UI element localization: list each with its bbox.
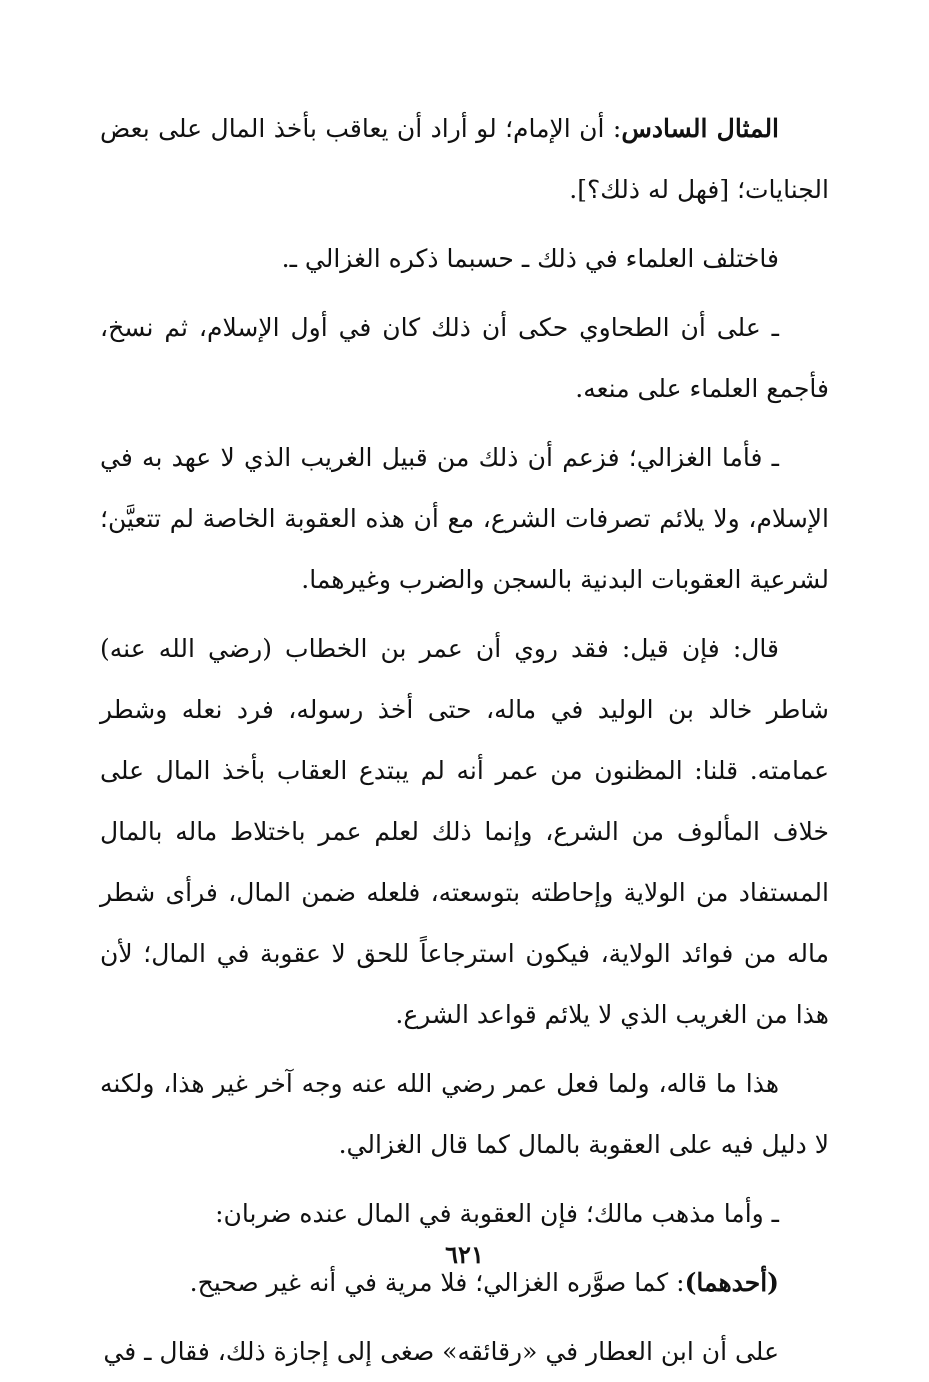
paragraph-3 bbox=[100, 297, 829, 419]
paragraph-8-text: : كما صوَّره الغزالي؛ فلا مرية في أنه غير صحيح. bbox=[189, 1268, 685, 1297]
paragraph-4-text: ـ فأما الغزالي؛ فزعم أن ذلك من قبيل الغريب الذي لا عهد به في الإسلام، ولا يلائم تصرفات الشرع، مع أن هذه العقوبة الخاصة لم تتعيَّن؛ لشرعية العقوبات البدنية بالسجن والضرب وغيرهما. bbox=[100, 443, 829, 594]
paragraph-5 bbox=[100, 618, 829, 1045]
paragraph-2-text: فاختلف العلماء في ذلك ـ حسبما ذكره الغزالي ـ. bbox=[281, 244, 779, 273]
page-number: ٦٢١ bbox=[445, 1240, 484, 1269]
paragraph-7 bbox=[100, 1183, 829, 1244]
paragraph-7-text: ـ وأما مذهب مالك؛ فإن العقوبة في المال عنده ضربان: bbox=[215, 1199, 779, 1228]
paragraph-1-lead: المثال السادس bbox=[621, 114, 780, 143]
page-body bbox=[100, 98, 829, 1382]
paragraph-5-text: قال: فإن قيل: فقد روي أن عمر بن الخطاب (رضي الله عنه) شاطر خالد بن الوليد في ماله، حتى أخذ رسوله، فرد نعله وشطر عمامته. قلنا: المظنون من عمر أنه لم يبتدع العقاب بأخذ المال على خلاف المألوف من الشرع، وإنما ذلك لعلم عمر باختلاط ماله بالمال المستفاد من الولاية وإحاطته بتوسعته، فلعله ضمن المال، فرأى شطر ماله من فوائد الولاية، فيكون استرجاعاً للحق لا عقوبة في المال؛ لأن هذا من الغريب الذي لا يلائم قواعد الشرع. bbox=[100, 634, 829, 1029]
paragraph-9 bbox=[100, 1321, 829, 1382]
paragraph-4 bbox=[100, 427, 829, 610]
paragraph-2 bbox=[100, 228, 829, 289]
paragraph-6 bbox=[100, 1053, 829, 1175]
paragraph-1-text: : أن الإمام؛ لو أراد أن يعاقب بأخذ المال على بعض الجنايات؛ [فهل له ذلك؟]. bbox=[100, 114, 829, 204]
paragraph-6-text: هذا ما قاله، ولما فعل عمر رضي الله عنه وجه آخر غير هذا، ولكنه لا دليل فيه على العقوبة بالمال كما قال الغزالي. bbox=[100, 1069, 829, 1159]
paragraph-3-text: ـ على أن الطحاوي حكى أن ذلك كان في أول الإسلام، ثم نسخ، فأجمع العلماء على منعه. bbox=[100, 313, 829, 403]
paragraph-1 bbox=[100, 98, 829, 220]
paragraph-9-text: على أن ابن العطار في «رقائقه» صغى إلى إجازة ذلك، فقال ـ في bbox=[103, 1337, 779, 1366]
paragraph-8-lead: (أحدهما) bbox=[684, 1268, 779, 1297]
